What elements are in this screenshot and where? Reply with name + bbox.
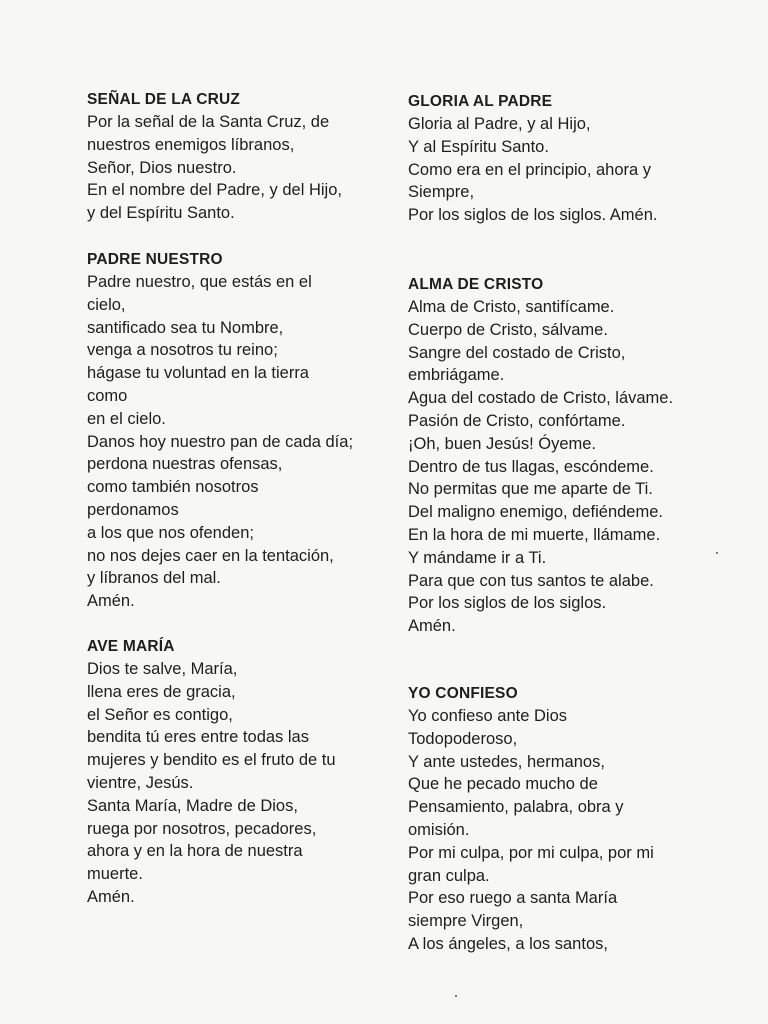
prayer-line: Cuerpo de Cristo, sálvame. [408, 320, 608, 339]
prayer-line: Por los siglos de los siglos. [408, 594, 607, 613]
prayer-line: ¡Oh, buen Jesús! Óyeme. [408, 434, 597, 453]
prayer-yo-confieso [408, 682, 654, 956]
prayer-line: siempre Virgen, [408, 912, 524, 931]
prayer-line: perdona nuestras ofensas, [87, 455, 283, 474]
prayer-line: Y mándame ir a Ti. [408, 548, 547, 567]
prayer-line: mujeres y bendito es el fruto de tu [87, 751, 336, 770]
prayer-line: Amén. [87, 887, 135, 906]
prayer-line: Amén. [87, 592, 135, 611]
prayer-line: Padre nuestro, que estás en el [87, 273, 312, 291]
prayer-line: En la hora de mi muerte, llámame. [408, 525, 661, 544]
prayer-line: Por mi culpa, por mi culpa, por mi [408, 843, 654, 862]
prayer-line: Dios te salve, María, [87, 660, 238, 678]
prayer-line: Pasión de Cristo, confórtame. [408, 411, 626, 430]
prayer-line: Alma de Cristo, santifícame. [408, 298, 615, 316]
prayer-line: Por eso ruego a santa María [408, 889, 618, 908]
prayer-alma-de-cristo [408, 273, 673, 638]
prayer-line: muerte. [87, 865, 143, 884]
prayer-line: y del Espíritu Santo. [87, 204, 235, 223]
prayer-line: santificado sea tu Nombre, [87, 318, 284, 337]
prayer-text [408, 296, 673, 638]
prayer-line: cielo, [87, 295, 126, 314]
prayer-padre-nuestro [87, 248, 353, 613]
prayer-line: no nos dejes caer en la tentación, [87, 546, 334, 565]
prayer-line: como también nosotros [87, 478, 259, 497]
prayer-title: GLORIA AL PADRE [408, 93, 553, 110]
prayer-line: Todopoderoso, [408, 729, 518, 748]
prayer-title: SEÑAL DE LA CRUZ [87, 91, 241, 108]
prayer-line: como [87, 386, 128, 405]
prayer-line: vientre, Jesús. [87, 773, 194, 792]
prayer-title: PADRE NUESTRO [87, 251, 223, 268]
prayer-line: y líbranos del mal. [87, 569, 221, 588]
prayer-text [87, 658, 336, 909]
prayer-line: Y ante ustedes, hermanos, [408, 752, 605, 771]
prayer-line: Que he pecado mucho de [408, 775, 598, 794]
prayer-line: el Señor es contigo, [87, 705, 233, 724]
prayer-text [87, 111, 342, 225]
paper-speck [455, 995, 457, 997]
prayer-line: Agua del costado de Cristo, lávame. [408, 389, 674, 408]
prayer-line: en el cielo. [87, 409, 166, 428]
prayer-line: gran culpa. [408, 866, 490, 885]
paper-speck [716, 552, 718, 554]
prayer-title: ALMA DE CRISTO [408, 276, 544, 293]
prayer-line: hágase tu voluntad en la tierra [87, 364, 309, 383]
prayer-title: AVE MARÍA [87, 638, 175, 655]
prayer-line: ruega por nosotros, pecadores, [87, 819, 317, 838]
prayer-line: Amén. [408, 617, 456, 636]
prayer-line: perdonamos [87, 500, 179, 519]
prayer-line: En el nombre del Padre, y del Hijo, [87, 181, 342, 200]
prayer-line: omisión. [408, 820, 470, 839]
prayer-line: Como era en el principio, ahora y [408, 160, 652, 179]
prayer-senal-de-la-cruz [87, 88, 342, 225]
prayer-line: Sangre del costado de Cristo, [408, 343, 626, 362]
prayer-line: bendita tú eres entre todas las [87, 728, 309, 747]
prayer-gloria-al-padre [408, 90, 657, 227]
prayer-text [408, 705, 654, 956]
prayer-line: Para que con tus santos te alabe. [408, 571, 654, 590]
prayer-line: nuestros enemigos líbranos, [87, 135, 295, 154]
prayer-line: embriágame. [408, 366, 505, 385]
prayer-line: Y al Espíritu Santo. [408, 137, 549, 156]
prayer-line: Por los siglos de los siglos. Amén. [408, 206, 658, 225]
prayer-line: A los ángeles, a los santos, [408, 934, 608, 953]
prayer-line: Señor, Dios nuestro. [87, 158, 237, 177]
prayer-line: Pensamiento, palabra, obra y [408, 798, 624, 817]
prayer-line: llena eres de gracia, [87, 682, 236, 701]
prayer-text [408, 113, 657, 227]
prayer-line: No permitas que me aparte de Ti. [408, 480, 653, 499]
prayer-line: a los que nos ofenden; [87, 523, 254, 542]
prayer-line: venga a nosotros tu reino; [87, 341, 278, 360]
prayer-line: ahora y en la hora de nuestra [87, 842, 303, 861]
prayer-title: YO CONFIESO [408, 685, 518, 702]
prayer-line: Siempre, [408, 183, 475, 202]
prayer-ave-maria [87, 635, 336, 909]
prayer-line: Del maligno enemigo, defiéndeme. [408, 503, 663, 522]
prayer-line: Dentro de tus llagas, escóndeme. [408, 457, 654, 476]
prayer-line: Yo confieso ante Dios [408, 707, 567, 725]
prayer-line: Santa María, Madre de Dios, [87, 796, 298, 815]
prayer-line: Danos hoy nuestro pan de cada día; [87, 432, 354, 451]
prayer-text [87, 271, 353, 613]
prayer-line: Por la señal de la Santa Cruz, de [87, 113, 330, 131]
prayer-line: Gloria al Padre, y al Hijo, [408, 115, 591, 133]
